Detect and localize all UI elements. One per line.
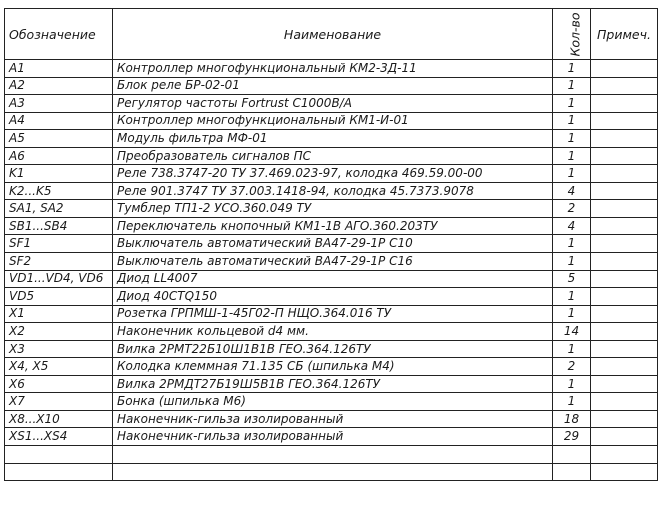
qty-cell [553,463,591,481]
designation-cell: A2 [5,77,113,95]
designation-cell: K1 [5,165,113,183]
designation-cell: SF1 [5,235,113,253]
name-cell: Диод 40CTQ150 [113,288,553,306]
qty-cell: 2 [553,200,591,218]
qty-cell: 29 [553,428,591,446]
note-cell [591,253,658,271]
table-row [5,60,658,78]
designation-cell: X1 [5,305,113,323]
note-cell [591,147,658,165]
designation-cell [5,446,113,464]
name-cell [113,463,553,481]
note-cell [591,358,658,376]
table-row [5,270,658,288]
name-cell: Бонка (шпилька М6) [113,393,553,411]
table-row [5,217,658,235]
name-cell: Модуль фильтра МФ-01 [113,130,553,148]
qty-cell: 14 [553,323,591,341]
designation-cell: X3 [5,340,113,358]
qty-cell: 4 [553,217,591,235]
designation-cell: X7 [5,393,113,411]
table-row [5,446,658,464]
note-cell [591,288,658,306]
table-row [5,112,658,130]
note-cell [591,112,658,130]
note-cell [591,235,658,253]
name-cell: Тумблер ТП1-2 УСО.360.049 ТУ [113,200,553,218]
note-cell [591,323,658,341]
designation-cell: X4, X5 [5,358,113,376]
header-qty-label: Кол-во [567,11,583,57]
designation-cell: A4 [5,112,113,130]
table-row [5,147,658,165]
name-cell: Розетка ГРПМШ-1-45Г02-П НЩО.364.016 ТУ [113,305,553,323]
name-cell: Выключатель автоматический ВА47-29-1Р С10 [113,235,553,253]
qty-cell: 1 [553,288,591,306]
designation-cell: SA1, SA2 [5,200,113,218]
note-cell [591,305,658,323]
note-cell [591,217,658,235]
qty-cell: 1 [553,235,591,253]
table-row [5,410,658,428]
table-row [5,288,658,306]
table-row [5,130,658,148]
note-cell [591,60,658,78]
qty-cell: 1 [553,95,591,113]
table-row [5,200,658,218]
table-row [5,428,658,446]
qty-cell [553,446,591,464]
table-row [5,95,658,113]
name-cell: Вилка 2РМТ22Б10Ш1В1В ГЕО.364.126ТУ [113,340,553,358]
note-cell [591,393,658,411]
parts-list-table [4,8,658,481]
note-cell [591,375,658,393]
name-cell: Блок реле БР-02-01 [113,77,553,95]
header-designation: Обозначение [5,9,113,60]
designation-cell: A3 [5,95,113,113]
designation-cell: A5 [5,130,113,148]
parts-list-sheet [4,8,660,522]
table-row [5,253,658,271]
designation-cell: X6 [5,375,113,393]
header-name: Наименование [113,9,553,60]
qty-cell: 1 [553,340,591,358]
note-cell [591,410,658,428]
name-cell: Контроллер многофункциональный КМ2-3Д-11 [113,60,553,78]
qty-cell: 5 [553,270,591,288]
qty-cell: 1 [553,393,591,411]
designation-cell: X2 [5,323,113,341]
name-cell: Наконечник-гильза изолированный [113,410,553,428]
note-cell [591,200,658,218]
table-row [5,358,658,376]
name-cell [113,446,553,464]
note-cell [591,463,658,481]
qty-cell: 4 [553,182,591,200]
designation-cell: VD1...VD4, VD6 [5,270,113,288]
name-cell: Колодка клеммная 71.135 СБ (шпилька М4) [113,358,553,376]
qty-cell: 1 [553,77,591,95]
note-cell [591,77,658,95]
designation-cell: XS1...XS4 [5,428,113,446]
designation-cell [5,463,113,481]
note-cell [591,182,658,200]
table-row [5,463,658,481]
name-cell: Контроллер многофункциональный КМ1-И-01 [113,112,553,130]
name-cell: Переключатель кнопочный КМ1-1В АГО.360.203ТУ [113,217,553,235]
designation-cell: SB1...SB4 [5,217,113,235]
qty-cell: 2 [553,358,591,376]
designation-cell: K2...K5 [5,182,113,200]
table-row [5,182,658,200]
header-note: Примеч. [591,9,658,60]
note-cell [591,270,658,288]
name-cell: Выключатель автоматический ВА47-29-1Р С16 [113,253,553,271]
name-cell: Диод LL4007 [113,270,553,288]
name-cell: Наконечник кольцевой d4 мм. [113,323,553,341]
qty-cell: 1 [553,165,591,183]
table-row [5,165,658,183]
table-row [5,393,658,411]
note-cell [591,446,658,464]
name-cell: Преобразователь сигналов ПС [113,147,553,165]
name-cell: Регулятор частоты Fortrust C1000B/A [113,95,553,113]
name-cell: Реле 901.3747 ТУ 37.003.1418-94, колодка 45.7373.9078 [113,182,553,200]
qty-cell: 18 [553,410,591,428]
table-row [5,77,658,95]
qty-cell: 1 [553,112,591,130]
table-row [5,323,658,341]
name-cell: Наконечник-гильза изолированный [113,428,553,446]
note-cell [591,130,658,148]
designation-cell: SF2 [5,253,113,271]
qty-cell: 1 [553,305,591,323]
table-row [5,305,658,323]
designation-cell: A1 [5,60,113,78]
note-cell [591,165,658,183]
qty-cell: 1 [553,60,591,78]
qty-cell: 1 [553,130,591,148]
note-cell [591,95,658,113]
designation-cell: A6 [5,147,113,165]
name-cell: Вилка 2РМДТ27Б19Ш5В1В ГЕО.364.126ТУ [113,375,553,393]
note-cell [591,428,658,446]
table-row [5,235,658,253]
header-row [5,9,658,60]
table-row [5,340,658,358]
note-cell [591,340,658,358]
name-cell: Реле 738.3747-20 ТУ 37.469.023-97, колодка 469.59.00-00 [113,165,553,183]
qty-cell: 1 [553,253,591,271]
table-row [5,375,658,393]
qty-cell: 1 [553,147,591,165]
header-qty [553,9,591,60]
designation-cell: X8...X10 [5,410,113,428]
designation-cell: VD5 [5,288,113,306]
qty-cell: 1 [553,375,591,393]
